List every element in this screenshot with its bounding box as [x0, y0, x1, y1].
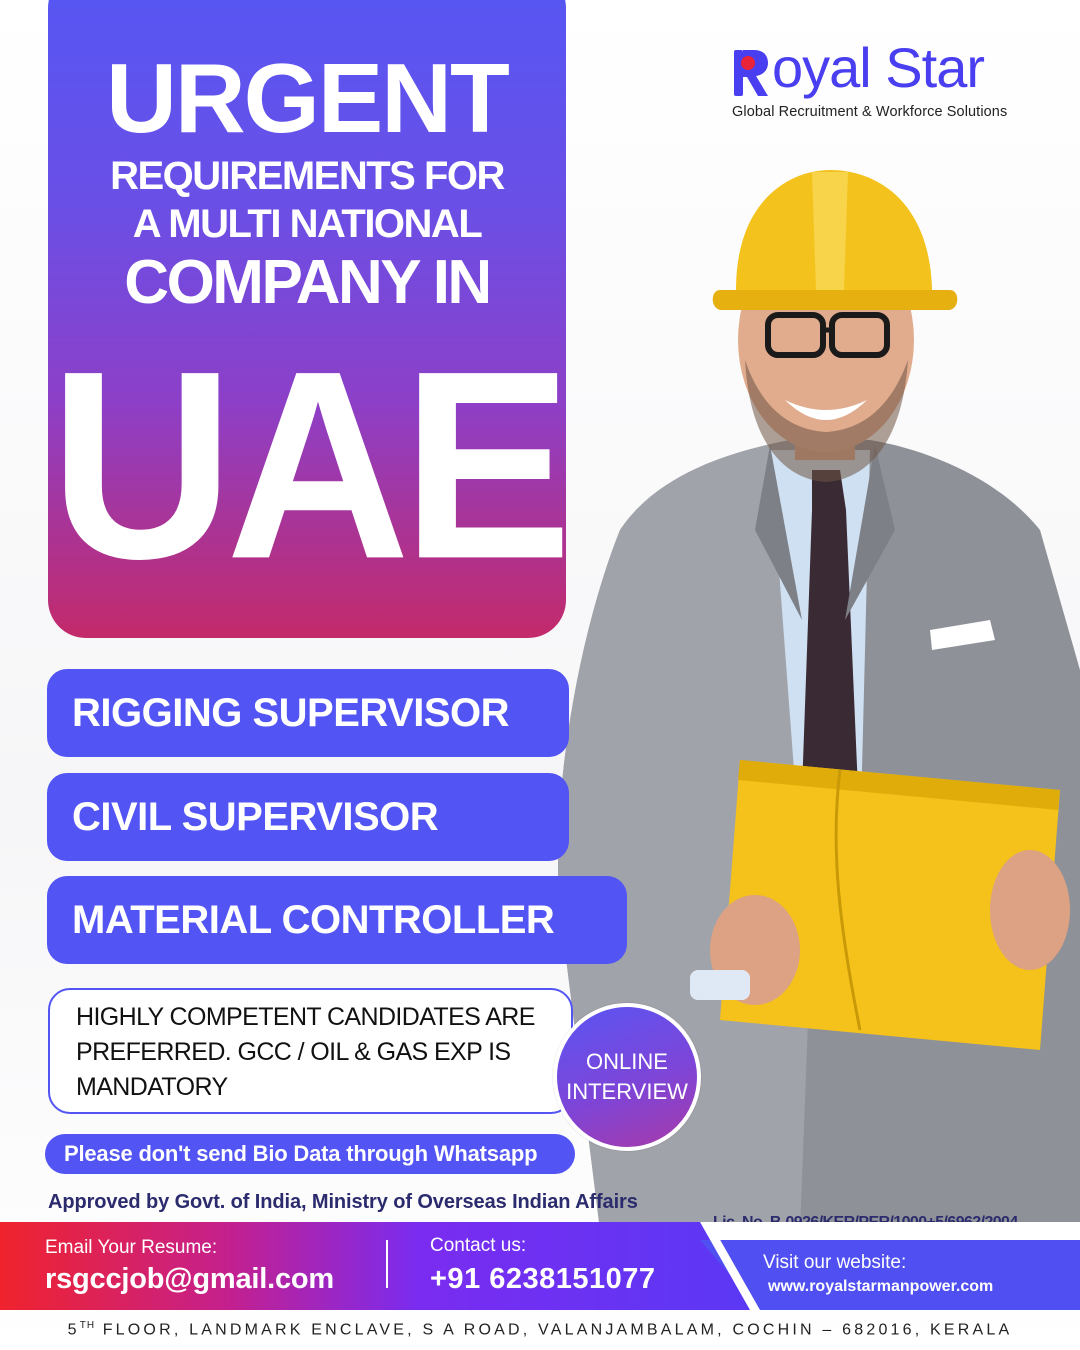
brand-tagline: Global Recruitment & Workforce Solutions: [732, 104, 1008, 120]
job-title: RIGGING SUPERVISOR: [72, 690, 510, 735]
hero-panel: [48, 0, 566, 638]
email-label: Email Your Resume:: [45, 1237, 218, 1258]
contact-divider: [386, 1240, 388, 1288]
hero-line-2: A MULTI NATIONAL: [132, 202, 482, 246]
contact-bar: [0, 1222, 1080, 1310]
website-label: Visit our website:: [763, 1252, 907, 1273]
job-item-material-controller: [47, 876, 627, 964]
badge-line-2: INTERVIEW: [566, 1079, 688, 1104]
address-text: FLOOR, LANDMARK ENCLAVE, S A ROAD, VALANJAMBALAM, COCHIN – 682016, KERALA: [95, 1321, 1013, 1339]
whatsapp-warning: [45, 1134, 575, 1174]
hero-headline: URGENT: [106, 43, 508, 153]
brand-name: oyal Star: [772, 36, 984, 99]
royal-star-logo-icon: [732, 44, 770, 98]
job-title: MATERIAL CONTROLLER: [72, 897, 555, 942]
brand-logo[interactable]: [732, 38, 1052, 120]
approval-text: Approved by Govt. of India, Ministry of Overseas Indian Affairs: [48, 1191, 638, 1213]
email-link[interactable]: rsgccjob@gmail.com: [45, 1263, 334, 1295]
online-interview-badge: [553, 1003, 701, 1151]
address-ordinal-suffix: TH: [79, 1320, 96, 1331]
office-address: [0, 1320, 1080, 1339]
phone-link[interactable]: +91 6238151077: [430, 1263, 656, 1295]
job-item-rigging-supervisor: [47, 669, 569, 757]
hero-line-1: REQUIREMENTS FOR: [110, 154, 504, 198]
hero-country: UAE: [49, 315, 565, 616]
requirement-note: HIGHLY COMPETENT CANDIDATES ARE PREFERRED. GCC / OIL & GAS EXP IS MANDATORY: [48, 988, 573, 1114]
warning-text: Please don't send Bio Data through Whatsapp: [64, 1141, 538, 1166]
job-title: CIVIL SUPERVISOR: [72, 794, 439, 839]
badge-line-1: ONLINE: [586, 1049, 668, 1074]
brand-wordmark: [732, 38, 1052, 98]
hero-line-3: COMPANY IN: [124, 248, 490, 317]
address-ordinal: 5: [67, 1321, 80, 1339]
website-link[interactable]: www.royalstarmanpower.com: [768, 1278, 994, 1295]
phone-label: Contact us:: [430, 1235, 527, 1256]
divider-slash: [700, 1222, 760, 1310]
contact-bar-wedge: [710, 1222, 1080, 1240]
job-item-civil-supervisor: [47, 773, 569, 861]
